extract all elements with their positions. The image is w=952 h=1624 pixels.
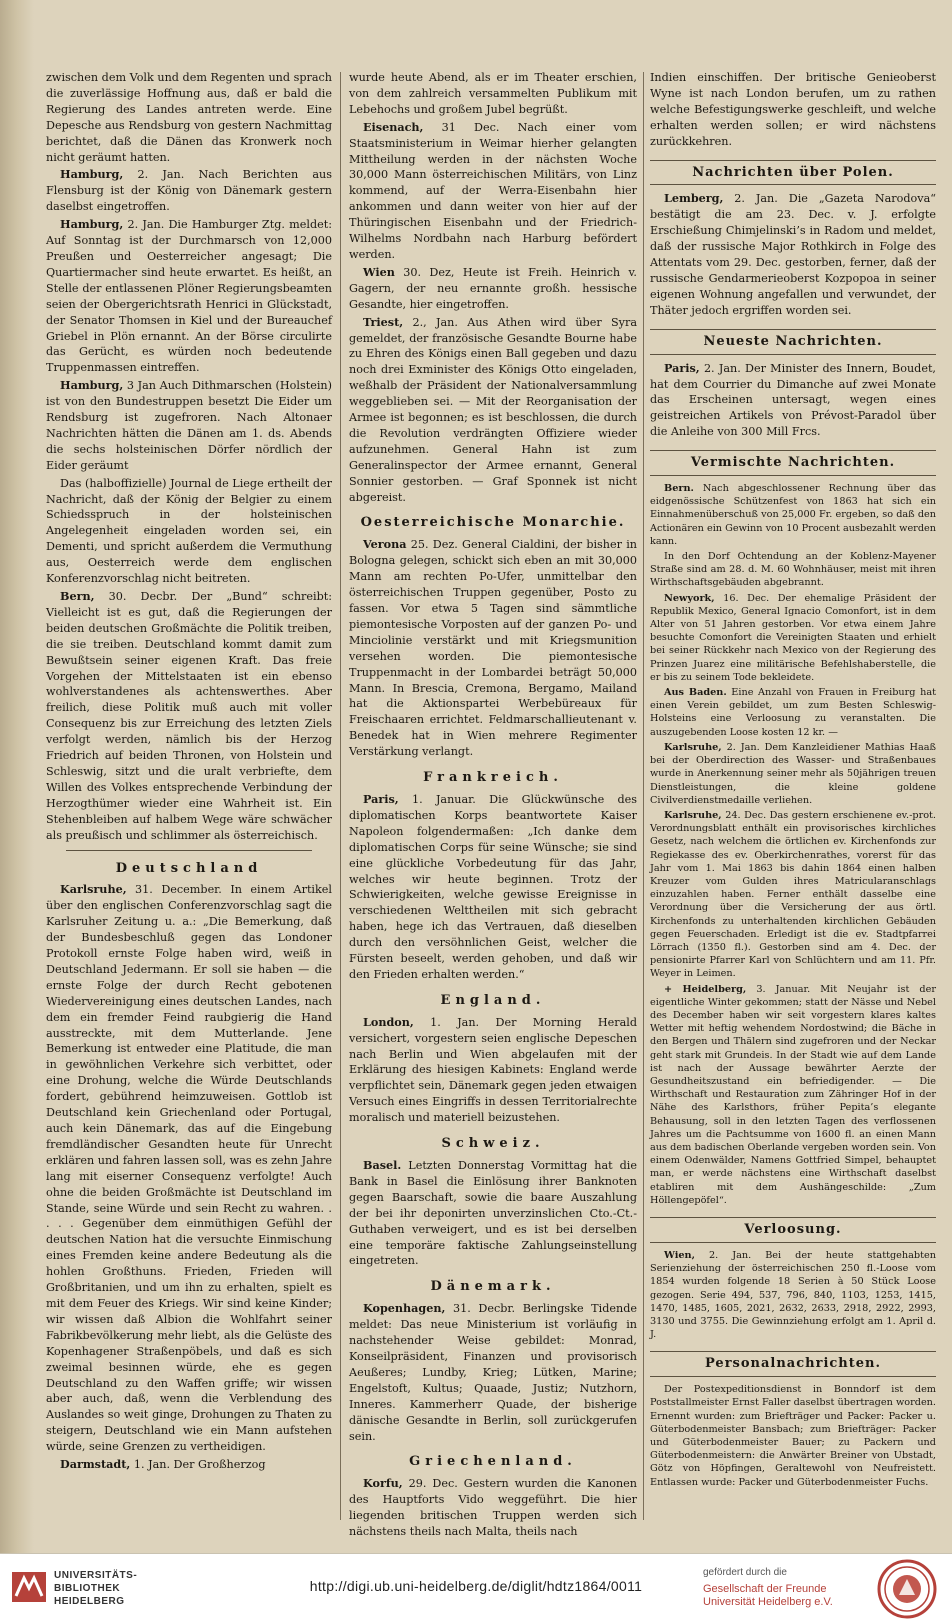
article [349, 1476, 637, 1540]
footer-bar [0, 1553, 952, 1624]
article-text: zwischen dem Volk und dem Regenten und sprach die zuverlässige Hoffnung aus, daß er bald die Regierung des Landes antreten werde. Eine Depesche aus Rendsburg von gestern Nachmittag berichtet, daß die Dänen das Kronwerk noch nicht geräumt hatten. [46, 71, 332, 164]
section-heading: Dänemark. [430, 1279, 556, 1295]
dateline: Karlsruhe, [664, 809, 722, 821]
article [349, 265, 637, 313]
article [349, 537, 637, 760]
article-text: Das (halboffizielle) Journal de Liege ertheilt der Nachricht, daß der König der Belgier zu einem Schiedsspruch in der holsteinischen Angelegenheit eingeladen worden sei, ein Dementi, und spricht außerdem die Vermuthung aus, Oesterreich werde dem englischen Konferenzvorschlag nicht beitreten. [46, 476, 332, 586]
article [650, 361, 936, 441]
dateline: Paris, [664, 360, 700, 375]
article [349, 1158, 637, 1269]
dateline: London, [363, 1014, 414, 1029]
column-3 [650, 70, 936, 1520]
article-text: 30. Dez, Heute ist Freih. Heinrich v. Gagern, der neu ernannte großh. hessische Gesandte, hier eingetroffen. [349, 265, 637, 311]
article [46, 589, 332, 844]
article [46, 378, 332, 473]
article-text: 2. Jan. Nach Berichten aus Flensburg ist der König von Dänemark gestern daselbst eingetroffen. [46, 168, 332, 214]
dateline: Bern, [60, 589, 95, 603]
permalink-url[interactable]: http://digi.ub.uni-heidelberg.de/diglit/hdtz1864/0011 [309, 1578, 643, 1594]
section-divider [66, 850, 312, 851]
section-heading: England. [440, 992, 546, 1008]
dateline: Bern. [664, 483, 694, 495]
column-rule [340, 72, 341, 1520]
article [349, 792, 637, 983]
article-text: 31. December. In einem Artikel über den englischen Conferenzvorschlag sagt die Karlsruher Zeitung u. a.: „Die Bemerkung, daß der Bundesbeschluß gegen das Londoner Protokoll ernste Folge haben wird, weiß in Deutschland Jedermann. Er soll sie haben — die ernste Folge der durch Recht gebotenen Wiedervereinigung eines deutschen Landes, nach dem ein fremder Feind raubgierig die Hand ausstreckte, mit dem Mutterlande. Jene Bemerkung ist entweder eine Platitude, die man in gewöhnlichen Verkehre sich verbittet, oder eine Drohung, welche die Würde Deutschlands fordert, gebührend heimzuweisen. Gottlob ist Deutschland kein Griechenland oder Portugal, auch kein Dänemark, das auf die Eingebung fremdländischer Gesandten heute für Unrecht erklären und fahren lassen soll, was es zehn Jahre lang mit eiserner Consequenz verfolgte! Auch ohne die beiden Großmächte ist Deutschland im Stande, seine Würde und sein Recht zu wahren. . . . . Gegenüber dem einmüthigen Gefühl der deutschen Nation hat die versuchte Einmischung eines Fremden keine andere Bedeutung als die hohlen Großthuns. Frieden, Frieden will Großbritanien, und um ihn zu erhalten, spielt es mit dem Feuer des Kriegs. Wir sind keine Kinder; wir wissen daß Albion die Wohlfahrt seiner Fabrikbevölkerung mehr liebt, als die Gelüste des Kopenhagener Straßenpöbels, und daß es sich zweimal besinnen würde, ehe es gegen Deutschland zu den Waffen griffe; wir wissen aber auch, daß, wenn die Verblendung des Auslandes so weit ginge, Drohungen zu Thaten zu steigern, Deutschland wie ein Mann aufstehen würde, seine Grenzen zu vertheidigen. [46, 883, 332, 1454]
section-heading: Oesterreichische Monarchie. [360, 515, 626, 531]
article-text: 2. Jan. Die „Gazeta Narodova“ bestätigt die am 23. Dec. v. J. erfolgte Erschießung Chimjelinski’s in Radom und meldet, daß der russische Major Rothkirch in Folge des Attentats vom 29. Dec. gestorben, ferner, daß der russische Gendarmerieoberst Kozpopoa in seiner eigenen Wohnung angefallen und verwundet, der Thäter jedoch ergriffen worden sei. [650, 192, 936, 317]
section-heading: Deutschland [115, 860, 263, 876]
article-text: 1. Januar. Die Glückwünsche des diplomatischen Korps beantwortete Kaiser Napoleon folgendermaßen: „Ich danke dem diplomatischen Corps für seine Wünsche; sie sind eine glückliche Vorbedeutung für das Jahr, welches wir heute beginnen. Trotz der Schwierigkeiten, welche gewisse Ereignisse in verschiedenen Welttheilen mit sich gebracht haben, hege ich das Vertrauen, daß dieselben durch den versöhnlichen Geist, welcher die Fürsten beseelt, werden gehoben, und daß wir den Frieden erhalten werden.“ [349, 792, 637, 981]
dateline: Darmstadt, [60, 1457, 131, 1472]
section-heading: Vermischte Nachrichten. [650, 450, 936, 476]
article [650, 191, 936, 318]
article [46, 167, 332, 215]
dateline: + Heidelberg, [664, 983, 747, 995]
article-text: 2. Jan. Bei der heute stattgehabten Serienziehung der österreichischen 250 fl.-Loose vom 1854 wurden folgende 18 Serien à 50 Stück Loose gezogen. Serie 494, 537, 796, 840, 1103, 1253, 1415, 1470, 1485, 1605, 2021, 2632, 2633, 2918, 2922, 2993, 3130 und 3755. Die Gewinnziehung erfolgt am 1. April d. J. [650, 1249, 936, 1341]
funding-label: gefördert durch die [703, 1567, 787, 1578]
article-text: 31. Decbr. Berlingske Tidende meldet: Das neue Ministerium ist vorläufig in nachstehender Weise gebildet: Monrad, Konseilpräsident, Finanzen und provisorisch Aeußeres; Lundby, Krieg; Lütken, Marine; Engelstoft, Kultus; Quaade, Justiz; Nutzhorn, Inneres. Kammerherr Quade, der bisherige dänische Gesandte in Berlin, soll zurückgerufen sein. [349, 1302, 637, 1443]
section-heading: Verloosung. [650, 1217, 936, 1243]
article-text: 3 Jan Auch Dithmarschen (Holstein) ist von den Bundestruppen besetzt Die Eider um Rendsburg ist zugefroren. Nach Altonaer Nachrichten hätten die Dänen am 1. ds. Abends die sechs holsteinischen Dörfer nördlich der Eider geräumt [46, 379, 332, 472]
article-text: 24. Dec. Das gestern erschienene ev.-prot. Verordnungsblatt enthält ein provisorisches kirchliches Gesetz, nach welchem die örtlichen ev. Kirchenfonds zur Regiekasse des ev. Oberkirchenrathes, vorerst für das Jahr vom 1. Mai 1863 bis dahin 1864 einen halben Kreuzer vom Gulden ihres Matricularanschlags einzuzahlen haben. Ferner enthält dasselbe eine Verordnung über die Versicherung der aus örtl. Kirchenfonds zu unterhaltenden kirchlichen Gebäuden gegen Feuerschaden. Erledigt ist die ev. Stadtpfarrei Lörrach (1350 fl.). Gestorben sind am 4. Dec. der pensionirte Pfarrer Karl von Schlüchtern und am 11. Pfr. Weyer in Leimen. [650, 809, 936, 980]
section-heading: Neueste Nachrichten. [650, 329, 936, 355]
article-text: 1. Jan. Der Morning Herald versichert, vorgestern seien englische Depeschen nach Berlin und Wien abgelaufen mit der Erklärung des hiesigen Kabinets: England werde verpflichtet sein, Dänemark gegen jeden etwaigen Versuch eines Eingriffs in dessen Territorialrechte moralisch und materiell beizustehen. [349, 1015, 637, 1125]
dateline: Hamburg, [60, 217, 124, 232]
article-text: 29. Dec. Gestern wurden die Kanonen des Hauptforts Vido weggeführt. Die hier liegenden britischen Truppen werden sich nächstens theils nach Malta, theils nach [349, 1477, 637, 1539]
article [349, 1015, 637, 1126]
section-heading: Griechenland. [409, 1454, 577, 1470]
article [650, 741, 936, 807]
dateline: Paris, [363, 791, 399, 806]
dateline: Korfu, [363, 1476, 403, 1491]
column-2 [349, 70, 637, 1539]
article-text: 25. Dez. General Cialdini, der bisher in Bologna gelegen, schickt sich eben an mit 30,000 Mann am rechten Po-Ufer, unmittelbar den österreichischen Truppen gegenüber, Posto zu fassen. Vor etwa 5 Tagen sind sämmtliche piemontesische Vorposten auf der ganzen Po- und Minciolinie verstärkt und mit Kriegsmunition versehen worden. Die piemontesische Truppenmacht in der Lombardei beträgt 50,000 Mann. In Brescia, Cremona, Bergamo, Mailand hat die Aktionspartei Werbebüreaux für Freischaaren errichtet. Feldmarschallieutenant v. Benedek hat in Wien mehrere Regimenter Verstärkung verlangt. [349, 538, 637, 759]
article-text: 3. Januar. Mit Neujahr ist der eigentliche Winter gekommen; statt der Nässe und Nebel des December haben wir seit vorgestern klares kaltes Wetter mit heftig wehendem Nordostwind; die Bäche in den Bergen und Thälern sind zugefroren und der Neckar geht stark mit Grundeis. In der Stadt wie auf dem Lande ist nach der Aussage bewährter Aerzte der Gesundheitszustand ein befriedigender. — Die Wirthschaft und Restauration zum Zähringer Hof in der Nähe des Karlsthors, früher Pepita’s elegante Behausung, soll in den letzten Tagen des verflossenen Jahres um die Pachtsumme von 1600 fl. an einen Mann aus dem badischen Oberlande vergeben worden sein. Von einem Odenwälder, Namens Gottfried Simpel, behauptet man, er werde nächstens eine Wirthschaft daselbst etabliren mit dem Aushängeschilde: „Zum Höllengepöfel“. [650, 983, 936, 1206]
article [349, 315, 637, 506]
article-text: 1. Jan. Der Großherzog [130, 1458, 266, 1472]
article-text: 2. Jan. Dem Kanzleidiener Mathias Haaß bei der Oberdirection des Wasser- und Straßenbaues wurde in Anerkennung seiner mehr als 50jährigen treuen Dienstleistungen, die kleine goldene Civilverdienstmedaille verliehen. [650, 741, 936, 806]
article-text: 31 Dec. Nach einer vom Staatsministerium in Weimar hierher gelangten Mittheilung werden in der nächsten Woche 30,000 Mann österreichischen Militärs, von Linz kommend, auf der Werra-Eisenbahn hier ankommen und dann weiter von hier auf der Thüringischen Eisenbahn und der Friedrich-Wilhelms Nordbahn nach Harburg befördert werden. [349, 120, 637, 261]
section-heading: Personalnachrichten. [650, 1351, 936, 1377]
dateline: Karlsruhe, [60, 882, 127, 897]
dateline: Kopenhagen, [363, 1301, 446, 1316]
dateline: Verona [363, 537, 407, 552]
article [650, 809, 936, 981]
dateline: Wien, [664, 1249, 695, 1261]
article-text: 30. Decbr. Der „Bund“ schreibt: Vielleicht ist es gut, daß die Regierungen der beiden deutschen Großmächte die Politik treiben, die sie treiben. Deutschland kommt damit zum Bewußtsein seiner eigenen Kraft. Das freie Vorgehen der Mittelstaaten ist ein ebenso wohlverstandenes als achtenswerthes. Aber freilich, diese Politik muß auch mit voller Consequenz bis zur Erreichung des letzten Ziels verfolgt werden, nämlich bis der Herzog Friedrich auf beiden Thronen, von Holstein und Schleswig, sitzt und die uralt verbriefte, dem Willen des Volkes entsprechende Verbindung der Herzogthümer wieder eine Wahrheit ist. Ein Stehenbleiben auf halbem Wege wäre schwächer als preußisch und schlimmer als österreichisch. [46, 590, 332, 842]
column-1 [46, 70, 332, 1520]
article-text: Nach abgeschlossener Rechnung über das eidgenössische Schützenfest von 1863 hat sich ein Einnahmenüberschuß von 25,000 Fr. ergeben, so daß den Actionären ein Gewinn von 10 Procent ausbezahlt werden kann. [650, 483, 936, 547]
dateline: Lemberg, [664, 191, 724, 206]
article [650, 592, 936, 684]
article-text: wurde heute Abend, als er im Theater erschien, von dem zahlreich versammelten Publikum mit Lebehochs und großem Jubel begrüßt. [349, 71, 637, 116]
article [650, 1249, 936, 1341]
article-text: 2. Jan. Die Hamburger Ztg. meldet: Auf Sonntag ist der Durchmarsch von 12,000 Preußen und Oesterreicher angesagt; Die Quartiermacher sind heute erwartet. Es heißt, an Stelle der entlassenen Plöner Regierungsbeamten seien der Obergerichtsrath Henrici in Glückstadt, der Senator Thomsen in Kiel und der Bureauchef Griebel in Plön ernannt. An der Börse circulirte das Gerücht, es würden noch bedeutende Truppenmassen eintreffen. [46, 218, 332, 375]
dateline: Karlsruhe, [664, 741, 722, 753]
article [650, 686, 936, 739]
article-text: Letzten Donnerstag Vormittag hat die Bank in Basel die Einlösung ihrer Banknoten gegen Baarschaft, sowie die baare Auszahlung der bei ihr deponirten unverzinslichen Cto.-Ct.-Guthaben verweigert, und es ist bei derselben eine temporäre faktische Zahlungseinstellung eingetreten. [349, 1159, 637, 1268]
article [650, 482, 936, 548]
article-text: In den Dorf Ochtendung an der Koblenz-Mayener Straße sind am 28. d. M. 60 Wohnhäuser, meist mit ihren Wirthschaftsgebäuden abgebrannt. [650, 551, 936, 589]
article [650, 983, 936, 1207]
column-rule [643, 72, 644, 1520]
article-text: 2. Jan. Der Minister des Innern, Boudet, hat dem Courrier du Dimanche auf zwei Monate das Erscheinen untersagt, wegen eines geistreichen Artikels von Prévost-Paradol über die Anleihe von 300 Mill Frcs. [650, 361, 936, 439]
article [46, 217, 332, 376]
article [46, 882, 332, 1455]
article [46, 1457, 332, 1473]
article-text: 2., Jan. Aus Athen wird über Syra gemeldet, der französische Gesandte Bourne habe zu Ehren des Königs einen Ball gegeben und dazu noch drei Exminister des Königs Otto eingeladen, weßhalb der Präsident der Nationalversammlung weggeblieben sei. — Mit der Reorganisation der Armee ist begonnen; es ist beschlossen, die durch die Revolution verdrängten Offiziere wieder aufzunehmen. General Hahn ist zum Generalinspector der Armee ernannt, General Sonnier gestorben. — Graf Sponnek ist nicht abgereist. [349, 315, 637, 504]
section-heading: Schweiz. [441, 1136, 545, 1152]
dateline: Basel. [363, 1158, 402, 1172]
section-heading: Nachrichten über Polen. [650, 160, 936, 186]
page-binding-shadow [0, 0, 34, 1553]
dateline: Wien [363, 264, 395, 279]
dateline: Eisenach, [363, 119, 424, 134]
university-seal-icon [877, 1559, 937, 1619]
dateline: Hamburg, [60, 167, 124, 182]
article-text: 16. Dec. Der ehemalige Präsident der Republik Mexico, General Ignacio Comonfort, ist in dem Alter von 51 Jahren gestorben. Vor etwa einem Jahre besuchte Comonfort die Vereinigten Staaten und erhielt bei seiner Rückkehr nach Mexico von der Regierung des Prinzen Juarez eine militärische Befehlshaberstelle, die er bis zu seinem Tode bekleidete. [650, 592, 936, 683]
dateline: Triest, [363, 314, 404, 329]
dateline: Hamburg, [60, 378, 124, 393]
article-text: Eine Anzahl von Frauen in Freiburg hat einen Verein gebildet, um zum Besten Schleswig-Holsteins eine Verloosung zu veranstalten. Die auszugebenden Loose kosten 12 kr. — [650, 687, 936, 738]
article-text: Der Postexpeditionsdienst in Bonndorf ist dem Poststallmeister Ernst Faller daselbst übertragen worden. Ernennt wurden: zum Briefträger und Packer: Packer u. Güterbodenmeister Bansbach; zum Briefträger: Packer und Güterbodenmeister Bauer; zu Packern und Güterbodenmeistern: die Anwärter Breiner von Ubstadt, Götz von Höpfingen, Geraltewohl von Neufreistett. Entlassen wurde: Packer und Güterbodenmeister Fuchs. [650, 1384, 936, 1488]
article [349, 120, 637, 263]
section-heading: Frankreich. [423, 770, 563, 786]
article [349, 1301, 637, 1444]
library-name: UNIVERSITÄTS- BIBLIOTHEK HEIDELBERG [54, 1570, 138, 1607]
article-text: Indien einschiffen. Der britische Genieoberst Wyne ist nach London berufen, um zu rathen welche Befestigungswerke geschleift, und welche erhalten werden sollen; er wird nächstens zurückkehren. [650, 71, 936, 148]
funding-organization: Gesellschaft der Freunde Universität Heidelberg e.V. [703, 1583, 833, 1608]
dateline: Aus Baden. [664, 687, 727, 699]
dateline: Newyork, [664, 592, 715, 604]
